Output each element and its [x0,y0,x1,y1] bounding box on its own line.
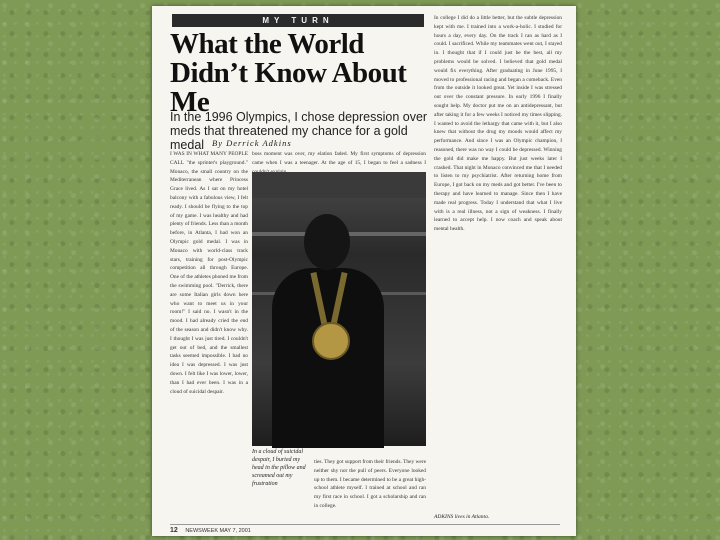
photo-caption: In a cloud of suicidal despair, I buried my head in the pillow and screamed out my frustration [252,449,306,487]
athlete-head [304,214,350,270]
deck: In the 1996 Olympics, I chose depression over meds that threatened my chance for a gold medal [170,110,428,152]
body-column-2-bottom [314,458,426,530]
body-column-3 [434,14,562,514]
page-number: 12 [170,527,178,534]
athlete-photo [252,172,426,446]
gold-medal [312,322,350,360]
section-banner: MY TURN [172,14,424,27]
page-footer [170,524,560,534]
byline: By Derrick Adkins [212,138,292,148]
magazine-page [152,6,576,536]
body-text-2-top: boss moment was over, my elation faded. My first symptoms of depression came when I was a teenager. At the age of 15, I began to feel a sadness I [252,151,426,166]
author-signoff: ADKINS lives in Atlanta. [434,514,490,520]
headline: What the World Didn’t Know About Me [170,28,407,118]
body-text-2-bottom: ties. They got support from their friends. They were neither shy nor the pull of peers. Everyone looked up to them. I became determined to be a great high-school athlete myself. I trained at school and ran my first race in school. I got a scholarship and ran in college. [314,459,426,509]
body-column-1 [170,150,248,528]
publication-info: NEWSWEEK MAY 7, 2001 [185,528,251,534]
body-text-1: I WAS IN WHAT MANY PEOPLE CALL "the sprinter's playground." Monaco, the small country on the Mediterranean where Princess Grace lived. As I sat on my hotel balcony with a fabulous view, I felt ready. I should be flying to the top of my game. I was healthy and had plenty of friends. Less than a month before, in Atlanta, I had won an Olympic gold medal. I was in Monaco with world-class track stars, training for post-Olympic competition all through Europe. One of the athletes phoned me from the swimming pool. "Derrick, there are some Italian girls down here who want to meet us in your room!" I said no. I wasn't in the mood. I had already cried the end of the season and didn't know why. I thought I was just tired. I couldn't get out of bed, and the smallest tasks seemed impossible. I had no idea I was depressed. I was just down. I felt like I was lower, lower, than I had ever been. I was in a cloud of suicidal despair. [170,151,248,395]
body-column-2-top [252,150,426,170]
body-text-3: In college I did do a little better, but the subtle depression kept with me. I trained into a work-a-holic. I studied for hours a day, every day. On the track I ran as hard as I could. I sacrificed. While my teammates went out, I stayed in. I thought that if I could just be the best, all my problems would be solved. I believed that gold medal would fix everything. After graduating in June 1995, I moved to professional racing and began a comeback. Even from the outside it looked great. Yet inside I was stressed out over the constant pressure. In early 1996 I finally sought help. My doctor put me on an antidepressant, but after taking it for a few weeks I noticed my times slipping. I wanted to avoid the lethargy that came with it, but I also knew that without the drug my moods would affect my performance. And since I was an Olympic champion, I reasoned, there was no way I could be depressed. Winning the gold did make me happy. But just weeks later I crashed. That night in Monaco convinced me that I needed to listen to my psychiatrist. After returning home from Europe, I got back on my meds and got better. I've been to therapy and have learned to manage. Since then I have made real progress. Today I understand that what I live with is a real illness, not a sign of weakness. I finally learned to accept help. I now coach and speak about mental health. [434,15,562,233]
